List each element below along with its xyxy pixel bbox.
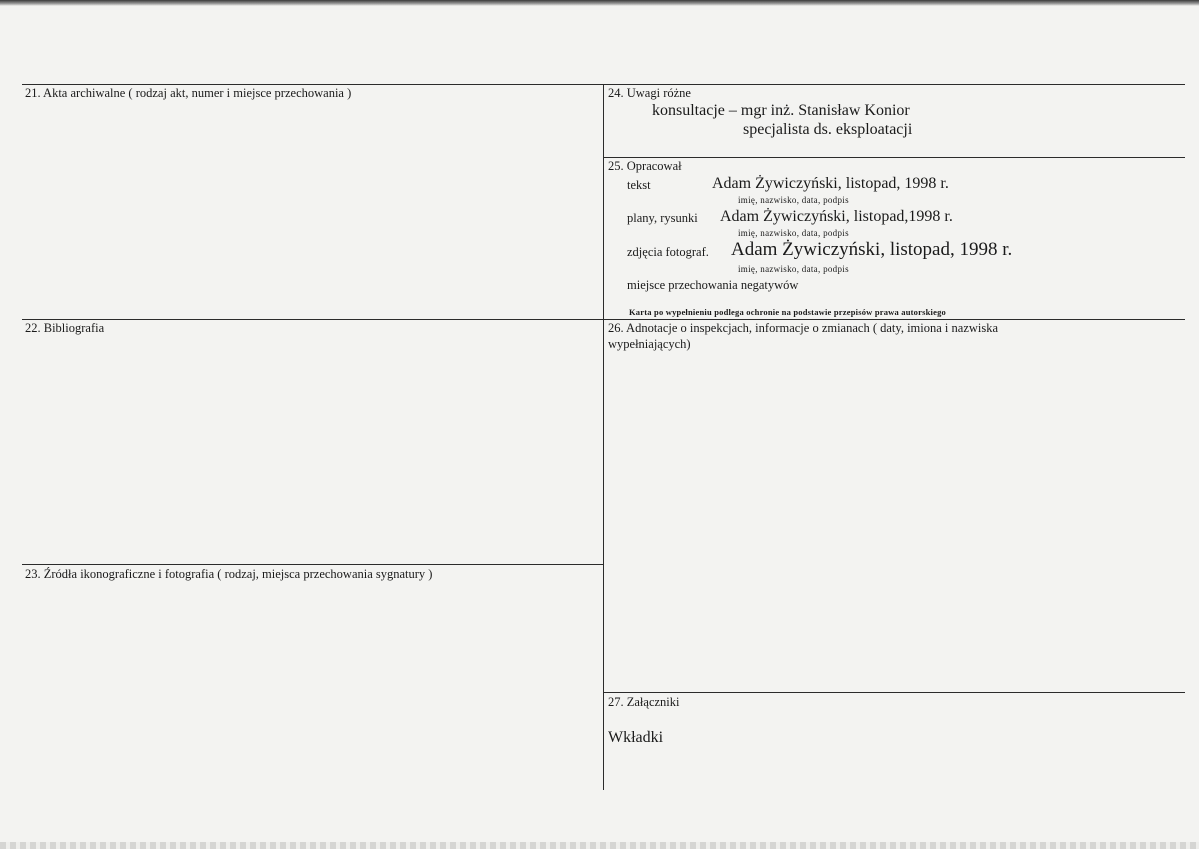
- text-author-caption: imię, nazwisko, data, podpis: [738, 195, 849, 205]
- plans-author-caption: imię, nazwisko, data, podpis: [738, 228, 849, 238]
- photos-author-label: zdjęcia fotograf.: [627, 245, 709, 259]
- section-27-label: 27. Załączniki: [608, 695, 680, 709]
- section-26-label-cont: wypełniających): [608, 337, 691, 351]
- photos-author-value: Adam Żywiczyński, listopad, 1998 r.: [731, 239, 1013, 260]
- text-author-value: Adam Żywiczyński, listopad, 1998 r.: [712, 175, 949, 192]
- section-22-label: 22. Bibliografia: [25, 321, 105, 335]
- rule-22-23: [22, 564, 603, 565]
- section-23-label: 23. Źródła ikonograficzne i fotografia ( rodzaj, miejsca przechowania sygnatury ): [25, 567, 433, 581]
- section-25-label: 25. Opracował: [608, 159, 682, 173]
- section-26-label: 26. Adnotacje o inspekcjach, informacje o zmianach ( daty, imiona i nazwiska: [608, 321, 999, 335]
- rule-26-27: [603, 692, 1185, 693]
- plans-author-value: Adam Żywiczyński, listopad,1998 r.: [720, 208, 953, 225]
- remarks-specialist: specjalista ds. eksploatacji: [743, 121, 913, 138]
- center-divider: [603, 84, 604, 790]
- scan-edge-top: [0, 0, 1199, 6]
- copyright-notice: Karta po wypełnieniu podlega ochronie na podstawie przepisów prawa autorskiego: [629, 307, 946, 317]
- photos-author-caption: imię, nazwisko, data, podpis: [738, 264, 849, 274]
- scan-edge-bottom: [0, 842, 1199, 849]
- plans-author-label: plany, rysunki: [627, 211, 698, 225]
- rule-21-22: [22, 319, 1185, 320]
- section-21-label: 21. Akta archiwalne ( rodzaj akt, numer i miejsce przechowania ): [25, 86, 352, 100]
- remarks-consultation: konsultacje – mgr inż. Stanisław Konior: [652, 102, 910, 119]
- section-24-label: 24. Uwagi różne: [608, 86, 691, 100]
- rule-24-25: [603, 157, 1185, 158]
- attachments-value: Wkładki: [608, 729, 664, 746]
- negatives-location-label: miejsce przechowania negatywów: [627, 278, 799, 292]
- text-author-label: tekst: [627, 178, 651, 192]
